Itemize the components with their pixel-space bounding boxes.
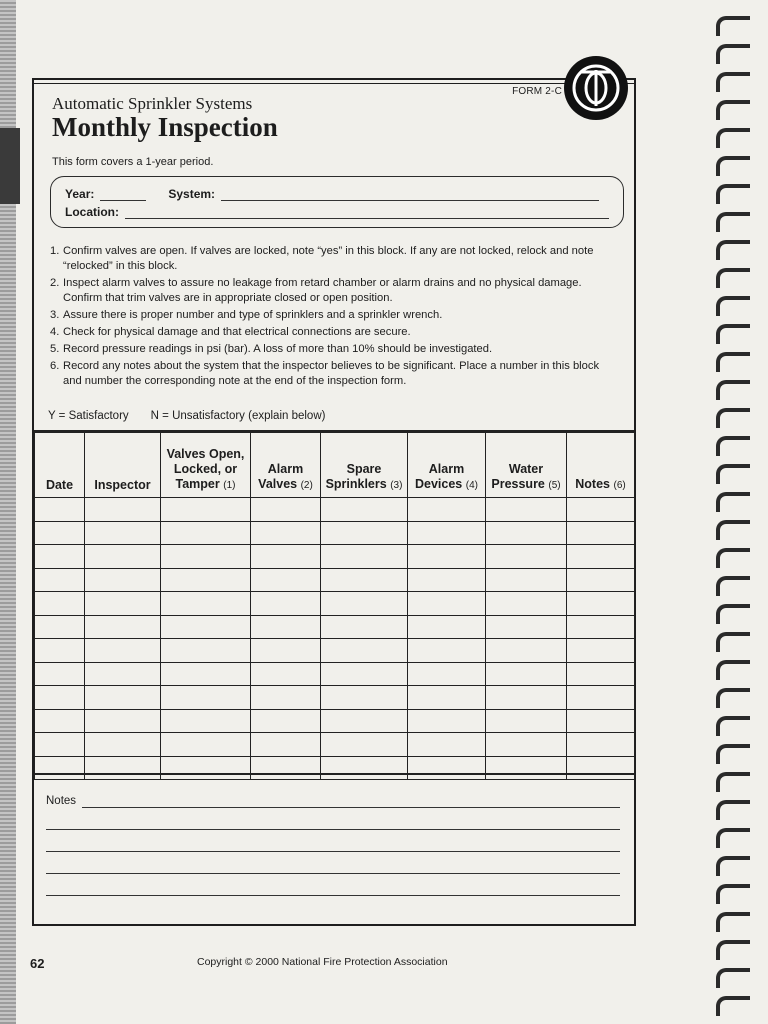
legend [48,410,325,422]
table-cell[interactable] [35,662,85,686]
inspection-form [32,78,636,926]
table-cell[interactable] [251,639,321,663]
table-cell[interactable] [251,592,321,616]
table-header-row [35,433,635,498]
table-cell[interactable] [567,639,635,663]
table-cell[interactable] [85,639,161,663]
column-header-notes: Notes (6) [567,433,635,498]
table-cell[interactable] [408,662,486,686]
location-field[interactable] [125,206,609,219]
table-cell[interactable] [85,733,161,757]
scan-shadow [0,128,20,204]
year-label: Year: [65,187,95,201]
column-header-alarm-devices: Alarm Devices (4) [408,433,486,498]
table-cell[interactable] [35,733,85,757]
binding-ring [716,968,746,988]
binding-ring [716,100,746,120]
instruction-item: 5. Record pressure readings in psi (bar). A loss of more than 10% should be investigated. [50,343,493,355]
binding-ring [716,604,746,624]
binding-ring [716,716,746,736]
table-cell[interactable] [35,498,85,522]
form-subtitle: Automatic Sprinkler Systems [52,94,253,113]
copyright-notice: Copyright © 2000 National Fire Protection Association [197,956,448,968]
table-row [35,545,635,569]
table-cell[interactable] [321,521,408,545]
binding-ring [716,492,746,512]
table-cell[interactable] [161,733,251,757]
system-label: System: [168,187,216,201]
table-cell[interactable] [408,639,486,663]
table-cell[interactable] [251,733,321,757]
binding-ring [716,884,746,904]
table-cell[interactable] [161,662,251,686]
table-cell[interactable] [408,733,486,757]
binding-ring [716,156,746,176]
table-cell[interactable] [486,545,567,569]
binding-ring [716,940,746,960]
table-cell[interactable] [321,733,408,757]
table-cell[interactable] [321,545,408,569]
table-cell[interactable] [567,521,635,545]
table-cell[interactable] [567,662,635,686]
table-cell[interactable] [321,592,408,616]
table-cell[interactable] [408,592,486,616]
binding-ring [716,744,746,764]
notes-line[interactable] [46,851,620,852]
binding-ring [716,380,746,400]
notes-label: Notes [46,795,77,807]
table-row [35,592,635,616]
table-cell[interactable] [567,733,635,757]
table-cell[interactable] [486,498,567,522]
table-cell[interactable] [321,686,408,710]
notes-line[interactable] [46,829,620,830]
binding-ring [716,44,746,64]
table-cell[interactable] [161,498,251,522]
binding-ring [716,996,746,1016]
table-cell[interactable] [408,686,486,710]
table-cell[interactable] [161,615,251,639]
column-header-spare-sprinklers: Spare Sprinklers (3) [321,433,408,498]
table-cell[interactable] [85,709,161,733]
table-row [35,615,635,639]
location-label: Location: [65,205,119,219]
form-title: Monthly Inspection [52,112,278,142]
binding-ring [716,688,746,708]
table-cell[interactable] [321,568,408,592]
binding-ring [716,436,746,456]
table-cell[interactable] [321,639,408,663]
form-code: FORM 2-C [512,86,562,97]
year-field[interactable] [100,188,146,201]
binding-ring [716,184,746,204]
table-cell[interactable] [161,568,251,592]
table-cell[interactable] [85,615,161,639]
instruction-item: 4. Check for physical damage and that electrical connections are secure. [50,326,411,338]
column-header-alarm-valves: Alarm Valves (2) [251,433,321,498]
nfpa-logo-icon [564,56,628,120]
table-cell[interactable] [251,615,321,639]
notes-line[interactable] [82,807,620,808]
table-cell[interactable] [567,545,635,569]
table-cell[interactable] [486,733,567,757]
binding-ring [716,520,746,540]
binding-ring [716,408,746,428]
table-cell[interactable] [321,662,408,686]
binding-ring [716,212,746,232]
table-cell[interactable] [85,592,161,616]
table-cell[interactable] [486,568,567,592]
legend-unsatisfactory: N = Unsatisfactory (explain below) [150,410,326,422]
system-info-box [50,176,624,228]
binding-ring [716,128,746,148]
table-cell[interactable] [567,592,635,616]
instruction-item: 6. Record any notes about the system that the inspector believes to be significant. Place a number in this block and number the corresponding note at the end of the inspection form. [50,360,600,387]
period-note: This form covers a 1-year period. [52,156,214,168]
table-cell[interactable] [35,545,85,569]
legend-satisfactory: Y = Satisfactory [48,410,129,422]
table-cell[interactable] [408,521,486,545]
binding-ring [716,240,746,260]
binding-ring [716,324,746,344]
table-cell[interactable] [161,592,251,616]
binding-ring [716,16,746,36]
table-cell[interactable] [251,709,321,733]
table-row [35,498,635,522]
inspection-table [34,432,635,780]
table-cell[interactable] [85,521,161,545]
table-cell[interactable] [35,521,85,545]
table-cell[interactable] [161,639,251,663]
table-cell[interactable] [408,709,486,733]
table-row [35,639,635,663]
binding-ring [716,352,746,372]
column-header-inspector: Inspector [85,433,161,498]
table-cell[interactable] [251,545,321,569]
table-row [35,521,635,545]
binding-ring [716,912,746,932]
table-cell[interactable] [486,686,567,710]
table-cell[interactable] [161,545,251,569]
table-cell[interactable] [85,498,161,522]
table-cell[interactable] [408,568,486,592]
binding-ring [716,856,746,876]
table-cell[interactable] [161,686,251,710]
binding-ring [716,72,746,92]
binding-ring [716,576,746,596]
instruction-item: 1. Confirm valves are open. If valves are locked, note “yes” in this block. If any are not locked, relock and note “relocked” in this block. [50,245,594,272]
table-cell[interactable] [161,521,251,545]
table-cell[interactable] [408,545,486,569]
binding-ring [716,464,746,484]
binding-ring [716,772,746,792]
table-cell[interactable] [567,709,635,733]
binding-ring [716,268,746,288]
table-cell[interactable] [35,592,85,616]
table-cell[interactable] [161,709,251,733]
table-cell[interactable] [85,568,161,592]
table-cell[interactable] [251,521,321,545]
table-cell[interactable] [567,686,635,710]
table-row [35,709,635,733]
column-header-valves: Valves Open, Locked, or Tamper (1) [161,433,251,498]
notes-section [34,773,634,925]
system-field[interactable] [221,188,599,201]
spiral-binding [704,0,768,1024]
table-row [35,662,635,686]
instruction-item: 3. Assure there is proper number and type of sprinklers and a sprinkler wrench. [50,309,443,321]
table-cell[interactable] [321,709,408,733]
table-cell[interactable] [35,639,85,663]
instruction-item: 2. Inspect alarm valves to assure no leakage from retard chamber or alarm drains and no physical damage. Confirm that trim valves are in appropriate closed or open position. [50,277,582,304]
table-cell[interactable] [251,662,321,686]
table-cell[interactable] [408,498,486,522]
table-cell[interactable] [408,615,486,639]
binding-ring [716,660,746,680]
binding-ring [716,296,746,316]
table-cell[interactable] [486,639,567,663]
binding-ring [716,548,746,568]
table-cell[interactable] [486,662,567,686]
table-cell[interactable] [85,662,161,686]
binding-ring [716,800,746,820]
binding-ring [716,632,746,652]
table-cell[interactable] [35,709,85,733]
table-cell[interactable] [486,592,567,616]
table-cell[interactable] [486,709,567,733]
notes-line[interactable] [46,895,620,896]
table-cell[interactable] [35,568,85,592]
table-cell[interactable] [251,568,321,592]
instructions-list [50,244,618,391]
page-number: 62 [30,956,45,971]
table-cell[interactable] [486,615,567,639]
table-cell[interactable] [321,498,408,522]
table-cell[interactable] [567,498,635,522]
table-cell[interactable] [85,545,161,569]
table-cell[interactable] [251,686,321,710]
table-cell[interactable] [251,498,321,522]
table-cell[interactable] [85,686,161,710]
table-row [35,568,635,592]
table-cell[interactable] [35,615,85,639]
table-row [35,686,635,710]
table-cell[interactable] [35,686,85,710]
table-cell[interactable] [567,615,635,639]
notes-line[interactable] [46,873,620,874]
column-header-date: Date [35,433,85,498]
table-row [35,733,635,757]
table-cell[interactable] [321,615,408,639]
column-header-water-pressure: Water Pressure (5) [486,433,567,498]
table-cell[interactable] [567,568,635,592]
binding-ring [716,828,746,848]
table-cell[interactable] [486,521,567,545]
